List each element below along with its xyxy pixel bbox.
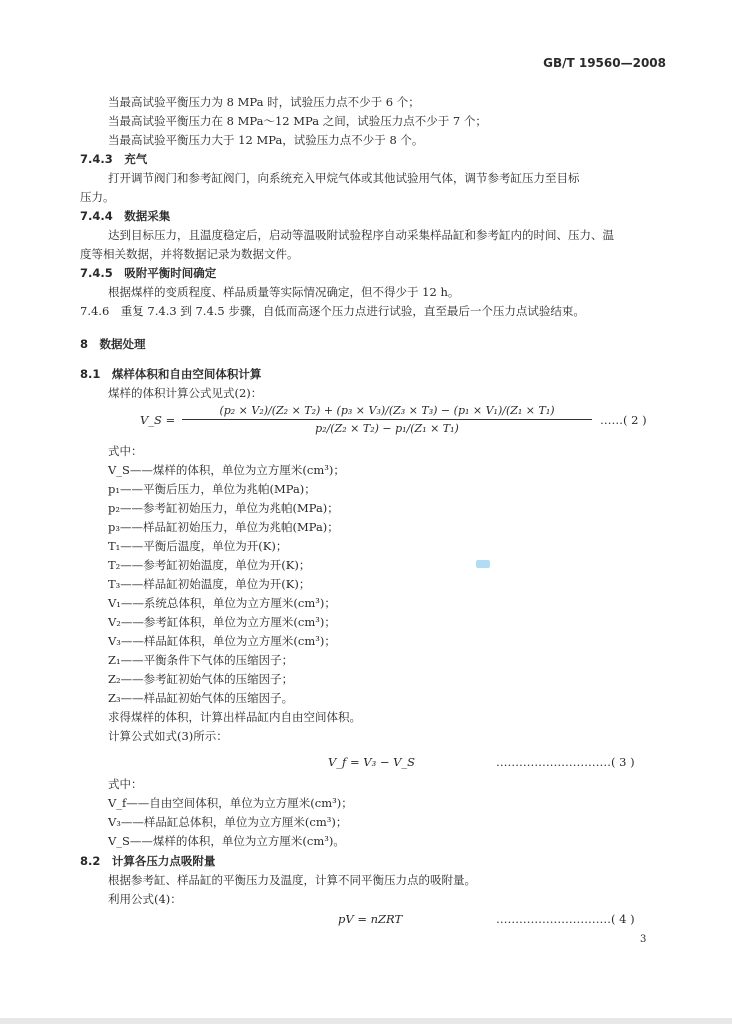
text-line: 根据参考缸、样品缸的平衡压力及温度，计算不同平衡压力点的吸附量。	[108, 873, 476, 887]
formula-2-lhs: V_S =	[140, 413, 176, 427]
text-line: 达到目标压力，且温度稳定后，启动等温吸附试验程序自动采集样品缸和参考缸内的时间、压力、温	[108, 228, 614, 242]
text-line: 当最高试验平衡压力为 8 MPa 时，试验压力点不少于 6 个；	[108, 95, 420, 109]
symbol-definition: V₂——参考缸体积，单位为立方厘米(cm³)；	[108, 615, 336, 629]
symbol-definition: V_S——煤样的体积，单位为立方厘米(cm³)；	[108, 463, 345, 477]
text-line: 打开调节阀门和参考缸阀门，向系统充入甲烷气体或其他试验用气体，调节参考缸压力至目标	[108, 171, 580, 185]
page-number: 3	[640, 934, 647, 945]
text-line: 式中：	[108, 777, 143, 791]
formula-3-tag: …………………………( 3 )	[496, 755, 635, 769]
watermark-logo-icon	[476, 560, 490, 568]
formula-2-tag: ……( 2 )	[600, 413, 647, 427]
standard-number: GB/T 19560—2008	[543, 56, 666, 70]
text-line: 煤样的体积计算公式见式(2)：	[108, 386, 263, 400]
section-heading: 7.4.3 充气	[80, 152, 148, 166]
text-line: 压力。	[80, 190, 115, 204]
formula-4-expression: pV = nZRT	[338, 912, 403, 926]
symbol-definition: p₂——参考缸初始压力，单位为兆帕(MPa)；	[108, 501, 339, 515]
formula-2-numerator: (p₂ × V₂)/(Z₂ × T₂) + (p₃ × V₃)/(Z₃ × T₃) − (p₁ × V₁)/(Z₁ × T₁)	[182, 404, 592, 420]
symbol-definition: T₂——参考缸初始温度，单位为开(K)；	[108, 558, 311, 572]
page-bottom-edge	[0, 1018, 732, 1024]
section-heading: 7.4.5 吸附平衡时间确定	[80, 266, 217, 280]
symbol-definition: V₁——系统总体积，单位为立方厘米(cm³)；	[108, 596, 336, 610]
symbol-definition: V₃——样品缸体积，单位为立方厘米(cm³)；	[108, 634, 336, 648]
section-heading: 7.4.4 数据采集	[80, 209, 171, 223]
symbol-definition: T₃——样品缸初始温度，单位为开(K)；	[108, 577, 311, 591]
symbol-definition: V_f——自由空间体积，单位为立方厘米(cm³)；	[108, 796, 353, 810]
text-line: 当最高试验平衡压力在 8 MPa～12 MPa 之间，试验压力点不少于 7 个；	[108, 114, 487, 128]
section-heading: 8.1 煤样体积和自由空间体积计算	[80, 367, 262, 381]
symbol-definition: V₃——样品缸总体积，单位为立方厘米(cm³)；	[108, 815, 348, 829]
formula-4-tag: …………………………( 4 )	[496, 912, 635, 926]
formula-2-denominator: p₂/(Z₂ × T₂) − p₁/(Z₁ × T₁)	[315, 422, 459, 435]
text-line: 利用公式(4)：	[108, 892, 182, 906]
section-heading: 8.2 计算各压力点吸附量	[80, 854, 216, 868]
text-line: 当最高试验平衡压力大于 12 MPa，试验压力点不少于 8 个。	[108, 133, 424, 147]
formula-2-fraction	[182, 404, 592, 435]
chapter-heading: 8 数据处理	[80, 337, 146, 351]
symbol-definition: Z₃——样品缸初始气体的压缩因子。	[108, 691, 294, 705]
symbol-definition: Z₂——参考缸初始气体的压缩因子；	[108, 672, 294, 686]
symbol-definition: Z₁——平衡条件下气体的压缩因子；	[108, 653, 294, 667]
symbol-definition: V_S——煤样的体积，单位为立方厘米(cm³)。	[108, 834, 345, 848]
text-line: 根据煤样的变质程度、样品质量等实际情况确定，但不得少于 12 h。	[108, 285, 460, 299]
text-line: 7.4.6 重复 7.4.3 到 7.4.5 步骤，自低而高逐个压力点进行试验，直至最后一个压力点试验结束。	[80, 304, 585, 318]
text-line: 度等相关数据，并将数据记录为数据文件。	[80, 247, 299, 261]
symbol-definition: p₃——样品缸初始压力，单位为兆帕(MPa)；	[108, 520, 339, 534]
formula-3-expression: V_f = V₃ − V_S	[328, 755, 416, 769]
symbol-definition: T₁——平衡后温度，单位为开(K)；	[108, 539, 288, 553]
text-line: 式中：	[108, 444, 143, 458]
text-line: 求得煤样的体积，计算出样品缸内自由空间体积。	[108, 710, 361, 724]
symbol-definition: p₁——平衡后压力，单位为兆帕(MPa)；	[108, 482, 316, 496]
text-line: 计算公式如式(3)所示：	[108, 729, 228, 743]
